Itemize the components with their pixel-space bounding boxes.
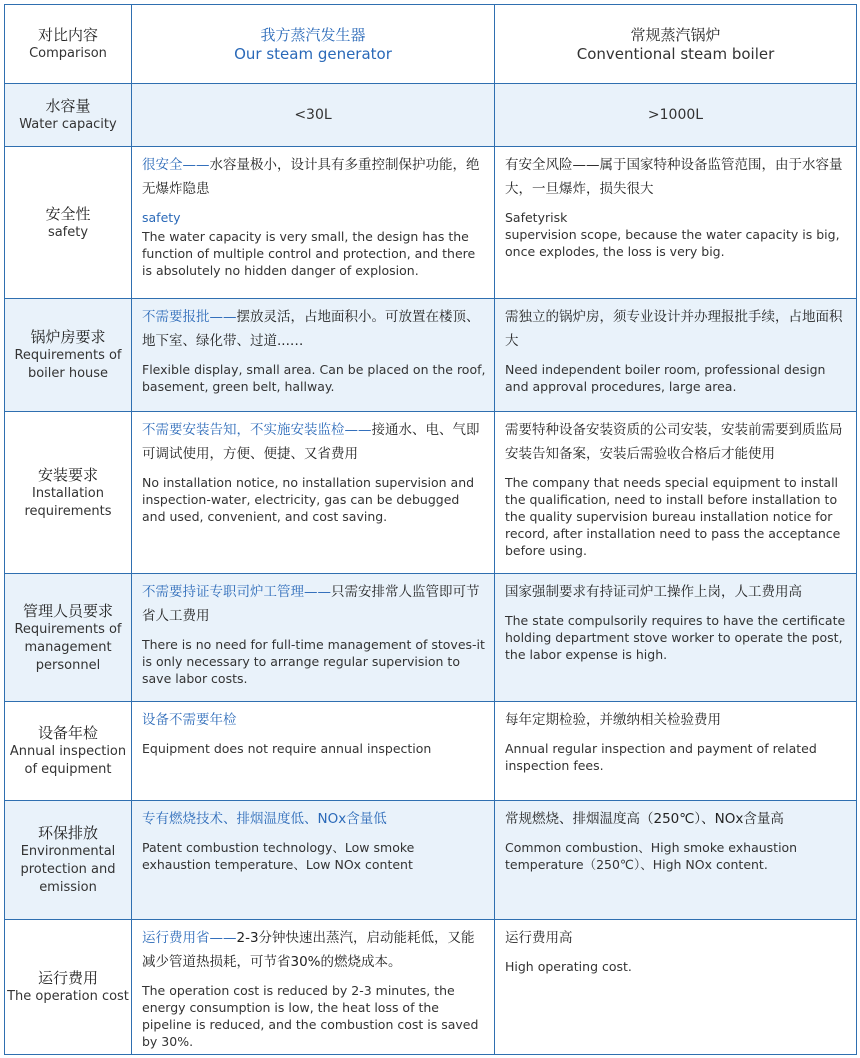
- ours-zh-highlight: 专有燃烧技术、排烟温度低、NOx含量低: [142, 811, 387, 827]
- ours-cell: [132, 920, 495, 1055]
- ours-zh-highlight: 不需要报批——: [142, 309, 237, 325]
- ours-zh-highlight: 很安全——: [142, 157, 210, 173]
- conventional-value: >1000L: [495, 84, 857, 147]
- conventional-cell: [495, 920, 857, 1055]
- table-row: [5, 412, 857, 574]
- conventional-en: The company that needs special equipment to install the qualification, need to install before installation to the quality supervision bureau installation notice for record, after installation need to pass the acceptance before using.: [505, 475, 841, 558]
- ours-zh-body: 水容量极小，设计具有多重控制保护功能，绝无爆炸隐患: [142, 157, 480, 197]
- conventional-en: The state compulsorily requires to have the certificate holding department stove worker to operate the post, the labor expense is high.: [505, 613, 846, 662]
- conventional-zh: 需要特种设备安装资质的公司安装，安装前需要到质监局安装告知备案，安装后需验收合格后才能使用: [505, 422, 843, 462]
- conventional-cell: [495, 412, 857, 574]
- row-label: [5, 702, 132, 801]
- table-row: [5, 801, 857, 920]
- row-label-zh: 水容量: [45, 97, 91, 115]
- conventional-en-title: Safetyrisk: [505, 210, 568, 225]
- ours-en: Patent combustion technology、Low smoke exhaustion temperature、Low NOx content: [142, 840, 415, 872]
- ours-zh: [142, 305, 486, 353]
- row-label-en: Environmental protection and emission: [20, 844, 116, 895]
- conventional-en: Annual regular inspection and payment of related inspection fees.: [505, 741, 817, 773]
- ours-zh-body: 2-3分钟快速出蒸汽，启动能耗低，又能减少管道热损耗，可节省30%的燃烧成本。: [142, 930, 475, 970]
- ours-en: Flexible display, small area. Can be placed on the roof, basement, green belt, hallway.: [142, 362, 486, 394]
- row-label-zh: 安装要求: [37, 465, 98, 484]
- conventional-cell: [495, 147, 857, 299]
- header-our-generator-zh: 我方蒸汽发生器: [260, 26, 366, 44]
- row-label-zh: 管理人员要求: [22, 601, 113, 620]
- row-label: [5, 147, 132, 299]
- table-row: [5, 299, 857, 412]
- row-label-zh: 安全性: [45, 204, 91, 223]
- ours-zh-body: 摆放灵活，占地面积小。可放置在楼顶、地下室、绿化带、过道...…: [142, 309, 480, 349]
- ours-zh-body: 接通水、电、气即可调试使用，方便、便捷、又省费用: [142, 422, 480, 462]
- row-label-zh: 锅炉房要求: [30, 328, 106, 346]
- comparison-table: [4, 4, 857, 1055]
- ours-zh-highlight: 运行费用省——: [142, 930, 237, 946]
- conventional-cell: [495, 801, 857, 920]
- header-comparison: [5, 5, 132, 84]
- header-conventional-zh: 常规蒸汽锅炉: [630, 26, 721, 44]
- row-label-en: The operation cost: [7, 989, 129, 1004]
- table-row: [5, 574, 857, 702]
- ours-value: <30L: [132, 84, 495, 147]
- ours-zh: [142, 926, 486, 974]
- conventional-en-body: supervision scope, because the water capacity is big, once explodes, the loss is very big.: [505, 227, 840, 259]
- row-label: [5, 801, 132, 920]
- ours-cell: [132, 801, 495, 920]
- ours-zh: [142, 807, 486, 831]
- ours-cell: [132, 412, 495, 574]
- header-our-generator: [132, 5, 495, 84]
- header-comparison-zh: 对比内容: [37, 26, 98, 44]
- row-label: [5, 412, 132, 574]
- ours-en: [142, 209, 486, 279]
- row-label-en: safety: [47, 224, 89, 240]
- ours-cell: [132, 299, 495, 412]
- row-label: [5, 299, 132, 412]
- row-label-en: Water capacity: [19, 117, 117, 132]
- header-our-generator-en: Our steam generator: [234, 45, 392, 63]
- ours-cell: [132, 574, 495, 702]
- ours-zh-highlight: 不需要安装告知，不实施安装监检——: [142, 422, 372, 438]
- row-label-en: Installation requirements: [24, 485, 112, 519]
- ours-zh: [142, 153, 486, 201]
- conventional-zh: 有安全风险——属于国家特种设备监管范围，由于水容量大，一旦爆炸，损失很大: [505, 157, 843, 197]
- row-label-zh: 环保排放: [37, 824, 98, 842]
- conventional-zh: 运行费用高: [505, 930, 573, 946]
- table-row: [5, 702, 857, 801]
- ours-en: The operation cost is reduced by 2-3 minutes, the energy consumption is low, the heat loss of the pipeline is reduced, and the combustion cost is saved by 30%.: [142, 983, 479, 1049]
- conventional-en: High operating cost.: [505, 959, 632, 974]
- table-row: [5, 147, 857, 299]
- conventional-zh: 常规燃烧、排烟温度高（250℃）、NOx含量高: [505, 811, 784, 827]
- ours-en: No installation notice, no installation supervision and inspection-water, electricity, gas can be debugged and used, convenient, and cost saving.: [142, 475, 475, 524]
- header-row: [5, 5, 857, 84]
- conventional-en: Common combustion、High smoke exhaustion temperature（250℃）、High NOx content.: [505, 840, 798, 872]
- header-conventional-boiler: [495, 5, 857, 84]
- ours-zh-highlight: 不需要持证专职司炉工管理——: [142, 584, 331, 600]
- table-row: [5, 84, 857, 147]
- ours-zh-highlight: 设备不需要年检: [142, 712, 237, 728]
- table-row: [5, 920, 857, 1055]
- row-label-zh: 设备年检: [37, 724, 98, 742]
- row-label: [5, 920, 132, 1055]
- conventional-en: [505, 209, 848, 260]
- row-label-zh: 运行费用: [37, 969, 98, 987]
- row-label-en: Requirements of management personnel: [14, 621, 122, 673]
- ours-en-body: The water capacity is very small, the design has the function of multiple control and protection, and there is absolutely no hidden danger of explosion.: [142, 229, 476, 278]
- conventional-cell: [495, 574, 857, 702]
- row-label: [5, 574, 132, 702]
- ours-en-highlight: safety: [142, 210, 181, 225]
- ours-en: Equipment does not require annual inspection: [142, 741, 432, 756]
- ours-en: There is no need for full-time management of stoves-it is only necessary to arrange regular supervision to save labor costs.: [142, 637, 485, 686]
- conventional-cell: [495, 299, 857, 412]
- row-label-en: Requirements of boiler house: [14, 348, 122, 381]
- row-label: [5, 84, 132, 147]
- conventional-zh: 国家强制要求有持证司炉工操作上岗，人工费用高: [505, 584, 802, 600]
- header-comparison-en: Comparison: [29, 46, 107, 61]
- ours-cell: [132, 702, 495, 801]
- ours-zh: [142, 580, 486, 628]
- header-conventional-en: Conventional steam boiler: [576, 45, 775, 63]
- row-label-en: Annual inspection of equipment: [9, 744, 127, 777]
- ours-zh: [142, 418, 486, 466]
- ours-zh-body: 只需安排常人监管即可节省人工费用: [142, 584, 480, 624]
- conventional-cell: [495, 702, 857, 801]
- ours-zh: [142, 708, 486, 732]
- conventional-en: Need independent boiler room, professional design and approval procedures, large area.: [505, 362, 826, 394]
- conventional-zh: 每年定期检验，并缴纳相关检验费用: [505, 712, 721, 728]
- ours-cell: [132, 147, 495, 299]
- conventional-zh: 需独立的锅炉房，须专业设计并办理报批手续，占地面积大: [505, 309, 843, 349]
